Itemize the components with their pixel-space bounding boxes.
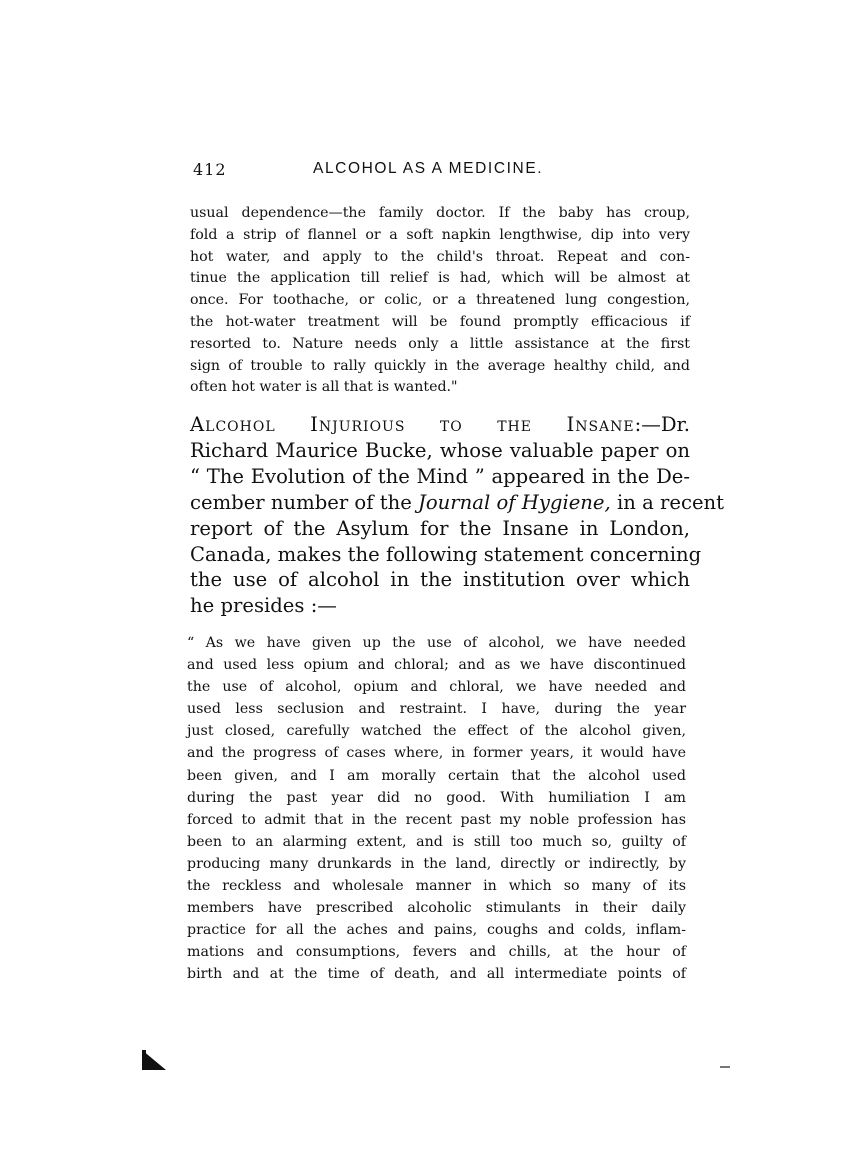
text-line: just closed, carefully watched the effect of the alcohol given, bbox=[187, 723, 686, 740]
page-header bbox=[193, 160, 693, 186]
journal-title: Journal of Hygiene, bbox=[418, 490, 611, 514]
heading-continuation: :—Dr. bbox=[634, 413, 690, 436]
text-line: producing many drunkards in the land, directly or indirectly, by bbox=[187, 855, 686, 872]
text-line: he presides :— bbox=[190, 594, 337, 618]
text-line: been given, and I am morally certain that the alcohol used bbox=[187, 767, 686, 784]
text-fragment: in a recent bbox=[610, 490, 725, 514]
text-line: the reckless and wholesale manner in which so many of its bbox=[187, 878, 686, 895]
text-line: sign of trouble to rally quickly in the average healthy child, and bbox=[190, 357, 690, 374]
text-fragment: cember number of the bbox=[190, 490, 419, 514]
running-head: ALCOHOL AS A MEDICINE. bbox=[313, 160, 544, 177]
text-line: the hot-water treatment will be found promptly efficacious if bbox=[190, 313, 690, 330]
text-line: members have prescribed alcoholic stimulants in their daily bbox=[187, 900, 686, 917]
scan-marker-dots bbox=[720, 1066, 730, 1068]
text-line: been to an alarming extent, and is still too much so, guilty of bbox=[187, 833, 686, 850]
text-line: tinue the application till relief is had, which will be almost at bbox=[190, 270, 690, 287]
page-number: 412 bbox=[193, 160, 227, 179]
text-line: practice for all the aches and pains, coughs and colds, inflam- bbox=[187, 922, 686, 939]
text-line: usual dependence—the family doctor. If the baby has croup, bbox=[190, 205, 690, 221]
main-paragraph bbox=[190, 412, 725, 619]
text-line: hot water, and apply to the child's throat. Repeat and con- bbox=[190, 248, 690, 265]
text-line: report of the Asylum for the Insane in London, bbox=[190, 516, 690, 540]
text-line: during the past year did no good. With humiliation I am bbox=[187, 789, 686, 806]
text-line: the use of alcohol in the institution over which bbox=[190, 568, 690, 592]
block-quote bbox=[187, 632, 686, 986]
text-line: used less seclusion and restraint. I have, during the year bbox=[187, 701, 686, 718]
text-line: fold a strip of flannel or a soft napkin lengthwise, dip into very bbox=[190, 226, 690, 243]
text-line: once. For toothache, or colic, or a threatened lung congestion, bbox=[190, 292, 690, 309]
text-line: Canada, makes the following statement concerning bbox=[190, 542, 702, 566]
text-line bbox=[190, 412, 690, 438]
text-line bbox=[190, 490, 725, 516]
text-line: resorted to. Nature needs only a little assistance at the first bbox=[190, 335, 690, 352]
text-line: the use of alcohol, opium and chloral, we have needed and bbox=[187, 679, 686, 696]
text-line: “ As we have given up the use of alcohol, we have needed bbox=[187, 635, 686, 651]
text-line: and the progress of cases where, in former years, it would have bbox=[187, 745, 686, 762]
text-line: and used less opium and chloral; and as we have discontinued bbox=[187, 657, 686, 674]
section-heading: Alcohol Injurious to the Insane bbox=[190, 413, 635, 436]
quote-continuation bbox=[190, 203, 690, 399]
text-line: “ The Evolution of the Mind ” appeared in the De- bbox=[190, 464, 690, 488]
text-line: birth and at the time of death, and all intermediate points of bbox=[187, 966, 686, 983]
text-line: mations and consumptions, fevers and chills, at the hour of bbox=[187, 944, 686, 961]
text-line: often hot water is all that is wanted." bbox=[190, 379, 458, 396]
text-line: forced to admit that in the recent past my noble profession has bbox=[187, 811, 686, 828]
scan-marker-arrow bbox=[142, 1050, 166, 1070]
text-line: Richard Maurice Bucke, whose valuable paper on bbox=[190, 438, 690, 462]
